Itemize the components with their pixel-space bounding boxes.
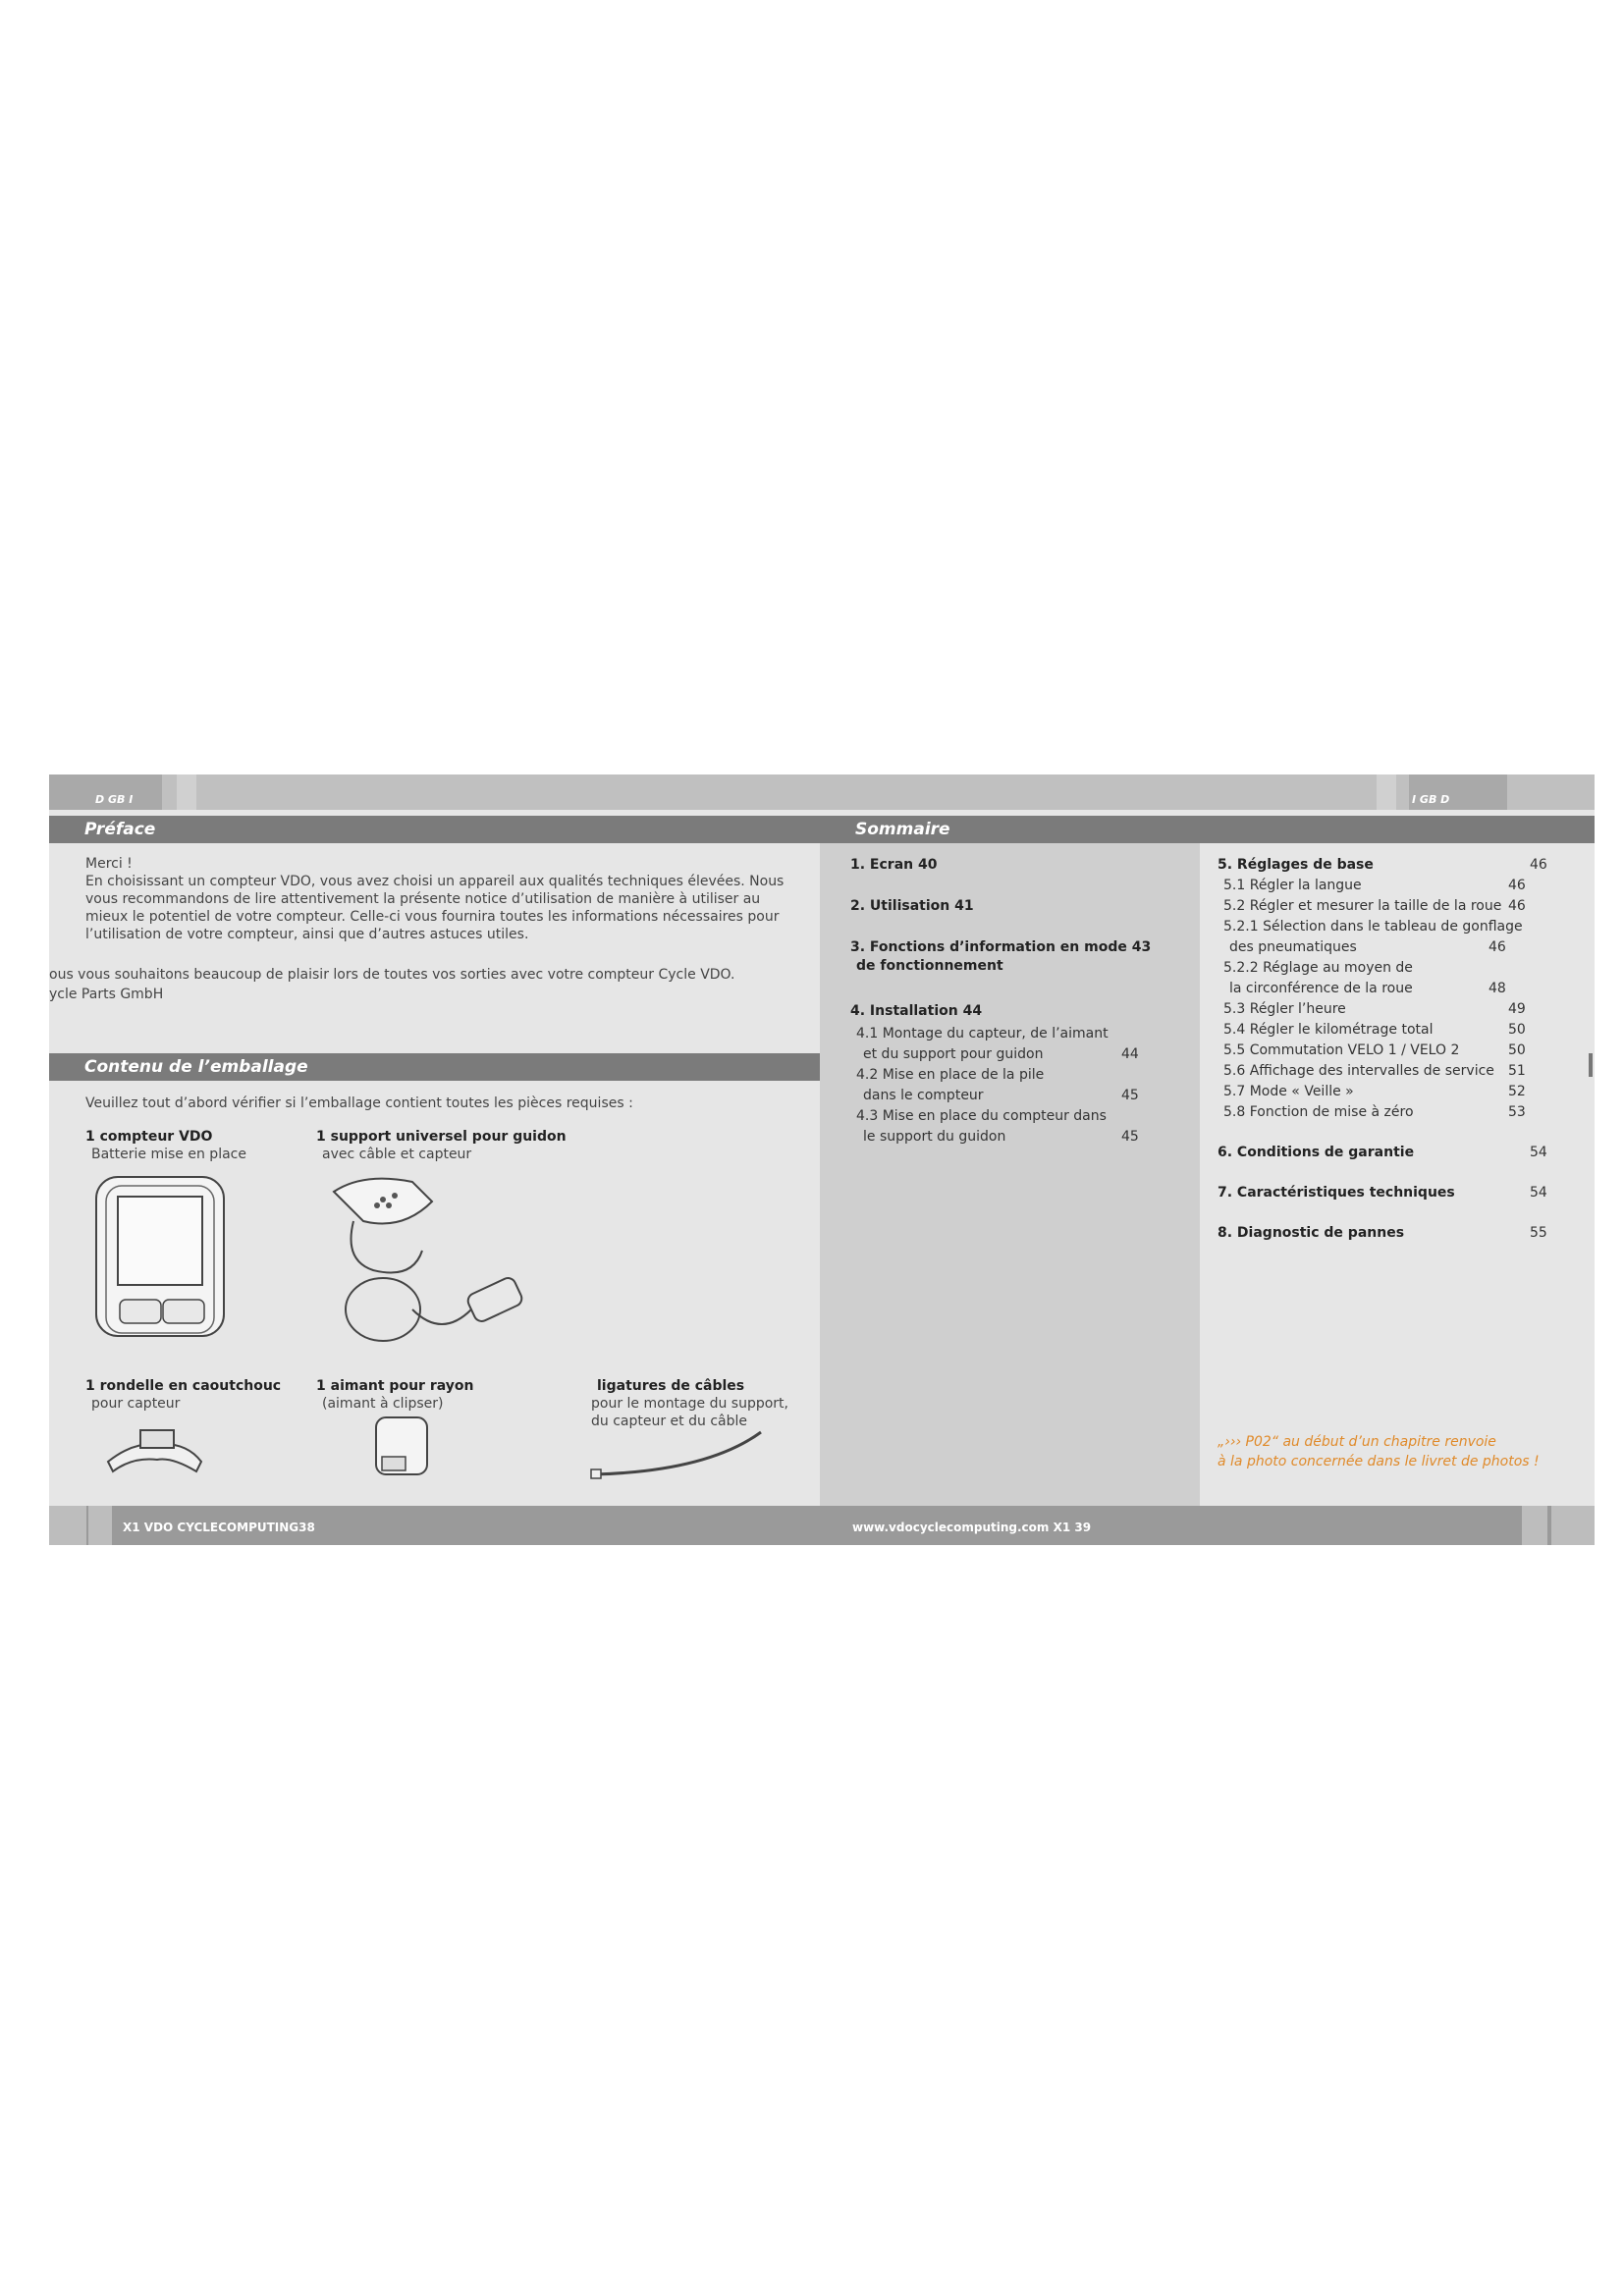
item-subtitle: pour le montage du support, xyxy=(591,1396,788,1412)
preface-signature: ycle Parts GmbH xyxy=(49,987,164,1002)
footer-bar xyxy=(49,1506,1595,1545)
left-tab-divider xyxy=(177,774,196,810)
toc-item[interactable]: 4.2 Mise en place de la pile xyxy=(856,1067,1045,1083)
right-tab-divider xyxy=(1377,774,1396,810)
computer-illustration xyxy=(88,1172,236,1344)
footer-left-text: X1 VDO CYCLECOMPUTING38 xyxy=(123,1521,315,1534)
mount-illustration xyxy=(324,1172,550,1354)
left-languages: D GB I xyxy=(95,793,134,806)
washer-illustration xyxy=(103,1422,211,1481)
toc-item[interactable]: 8. Diagnostic de pannes 55 xyxy=(1218,1225,1547,1241)
item-subtitle: Batterie mise en place xyxy=(91,1147,246,1162)
toc-utilisation[interactable]: 2. Utilisation 41 xyxy=(850,898,974,914)
toc-item[interactable]: dans le compteur 45 xyxy=(863,1088,1139,1103)
toc-item[interactable]: 5.2 Régler et mesurer la taille de la roue 46 xyxy=(1223,898,1526,914)
item-title: 1 support universel pour guidon xyxy=(316,1129,567,1145)
magnet-illustration xyxy=(368,1413,437,1486)
item-subtitle: (aimant à clipser) xyxy=(322,1396,444,1412)
item-title: 1 compteur VDO xyxy=(85,1129,213,1145)
item-subtitle: pour capteur xyxy=(91,1396,181,1412)
toc-item[interactable]: la circonférence de la roue 48 xyxy=(1229,981,1506,996)
cable-tie-illustration xyxy=(589,1427,776,1486)
toc-item[interactable]: 5.6 Affichage des intervalles de service 51 xyxy=(1223,1063,1526,1079)
item-computer xyxy=(85,1128,246,1163)
contents-heading: Contenu de l’emballage xyxy=(49,1053,820,1081)
item-magnet xyxy=(316,1377,473,1413)
manual-spread xyxy=(49,774,1595,1545)
preface-line: mieux le potentiel de votre compteur. Celle-ci vous fournira toutes les informations nécessaires pour xyxy=(85,909,780,925)
toc-item[interactable]: 5.4 Régler le kilométrage total 50 xyxy=(1223,1022,1526,1038)
toc-column-2 xyxy=(1218,857,1551,1246)
toc-item[interactable]: 5.5 Commutation VELO 1 / VELO 2 50 xyxy=(1223,1042,1526,1058)
item-title: 1 aimant pour rayon xyxy=(316,1378,474,1394)
toc-item[interactable]: 5.2.2 Réglage au moyen de xyxy=(1223,960,1413,976)
item-subtitle: avec câble et capteur xyxy=(322,1147,472,1162)
top-bar xyxy=(49,774,1595,810)
preface-line: l’utilisation de votre compteur, ainsi que d’autres astuces utiles. xyxy=(85,927,529,942)
toc-item[interactable]: 5.7 Mode « Veille » 52 xyxy=(1223,1084,1526,1099)
right-languages: I GB D xyxy=(1412,793,1450,806)
toc-item[interactable]: 5. Réglages de base 46 xyxy=(1218,857,1547,873)
toc-item[interactable]: 5.8 Fonction de mise à zéro 53 xyxy=(1223,1104,1526,1120)
toc-installation[interactable]: 4. Installation 44 xyxy=(850,1003,983,1019)
toc-item[interactable]: le support du guidon 45 xyxy=(863,1129,1139,1145)
contents-intro: Veuillez tout d’abord vérifier si l’emballage contient toutes les pièces requises : xyxy=(85,1095,633,1111)
toc-item[interactable]: 5.3 Régler l’heure 49 xyxy=(1223,1001,1526,1017)
preface-line: vous recommandons de lire attentivement la présente notice d’utilisation de manière à utiliser au xyxy=(85,891,761,907)
toc-item[interactable]: 5.1 Régler la langue 46 xyxy=(1223,878,1526,893)
item-washer xyxy=(85,1377,281,1413)
toc-ecran[interactable]: 1. Ecran 40 xyxy=(850,857,938,873)
page-edge-marker xyxy=(1589,1053,1593,1077)
toc-installation-subs xyxy=(856,1024,1141,1148)
toc-item[interactable]: 5.2.1 Sélection dans le tableau de gonflage xyxy=(1223,919,1523,934)
preface-body xyxy=(85,855,792,943)
item-mount xyxy=(316,1128,567,1163)
item-title: ligatures de câbles xyxy=(597,1378,745,1394)
toc-item[interactable]: 6. Conditions de garantie 54 xyxy=(1218,1145,1547,1160)
footer-right-text[interactable]: www.vdocyclecomputing.com X1 39 xyxy=(852,1521,1092,1534)
photo-reference-note: „››› P02“ au début d’un chapitre renvoie à la photo concernée dans le livret de photos ! xyxy=(1218,1434,1540,1469)
item-subtitle-2: du capteur et du câble xyxy=(591,1414,747,1429)
toc-item[interactable]: 7. Caractéristiques techniques 54 xyxy=(1218,1185,1547,1201)
toc-item[interactable]: des pneumatiques 46 xyxy=(1229,939,1506,955)
preface-wish: ous vous souhaitons beaucoup de plaisir lors de toutes vos sorties avec votre compteur Cycle VDO. xyxy=(49,967,735,983)
toc-item[interactable]: 4.1 Montage du capteur, de l’aimant xyxy=(856,1026,1109,1041)
item-title: 1 rondelle en caoutchouc xyxy=(85,1378,282,1394)
preface-line: En choisissant un compteur VDO, vous avez choisi un appareil aux qualités techniques élevées. Nous xyxy=(85,874,785,889)
preface-line: Merci ! xyxy=(85,856,133,872)
toc-item[interactable]: et du support pour guidon 44 xyxy=(863,1046,1139,1062)
item-cable-ties xyxy=(591,1377,788,1430)
sommaire-heading: Sommaire xyxy=(820,816,1595,843)
preface-heading: Préface xyxy=(49,816,820,843)
toc-fonctions[interactable]: 3. Fonctions d’information en mode 43 de fonctionnement xyxy=(850,939,1152,974)
toc-item[interactable]: 4.3 Mise en place du compteur dans xyxy=(856,1108,1107,1124)
